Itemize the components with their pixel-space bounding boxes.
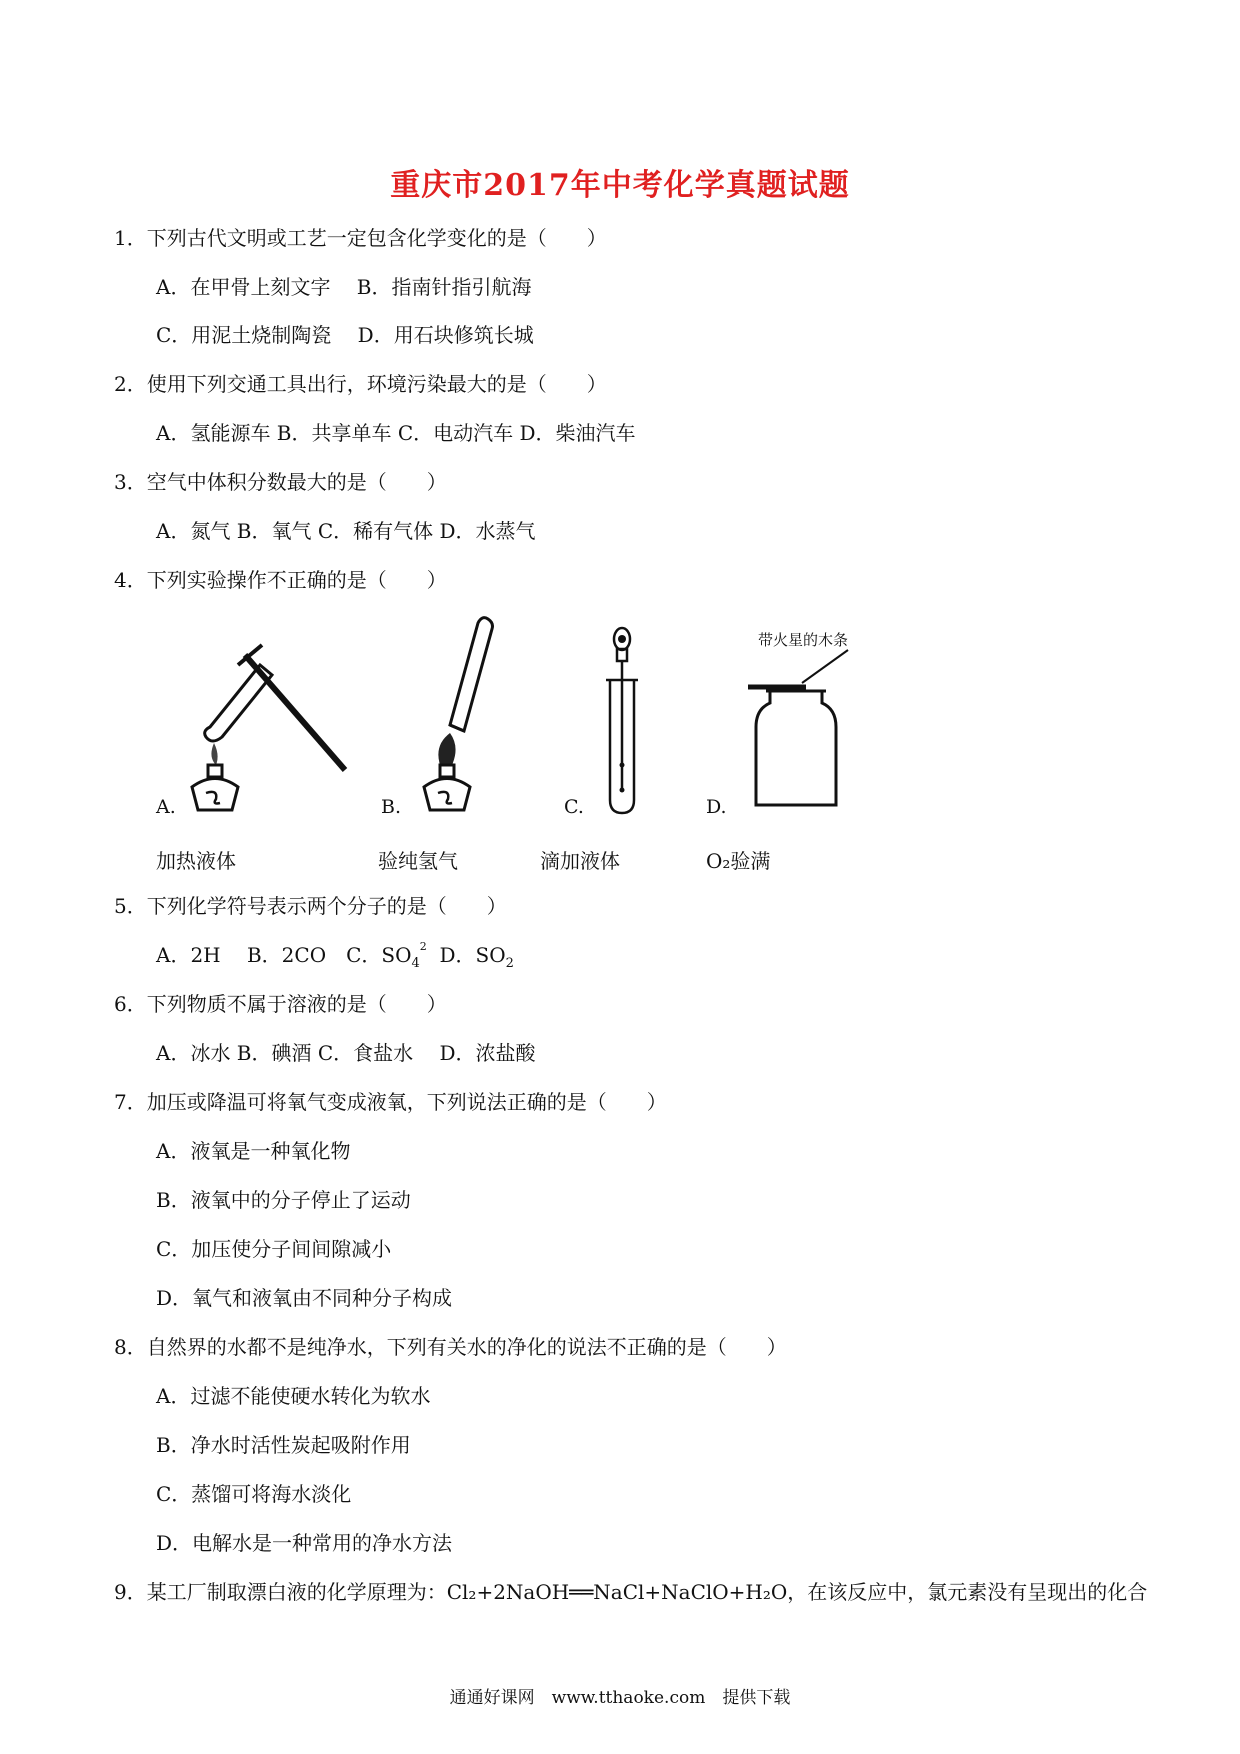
q5-part-a: A．2H B．2CO C．SO [156, 943, 412, 967]
question-6-options: A．冰水 B．碘酒 C．食盐水 D．浓盐酸 [156, 1041, 536, 1065]
figure-d-letter: D. [706, 796, 727, 818]
q5-part-d: D．SO [426, 943, 506, 967]
question-1: 1．下列古代文明或工艺一定包含化学变化的是（ ） [114, 226, 607, 250]
question-5: 5．下列化学符号表示两个分子的是（ ） [114, 894, 507, 918]
figure-c-letter: C. [564, 796, 584, 818]
question-8-option-c: C．蒸馏可将海水淡化 [156, 1482, 352, 1506]
question-3-options: A．氮气 B．氧气 C．稀有气体 D．水蒸气 [156, 519, 536, 543]
figure-c-dropper [600, 625, 650, 815]
page-footer: 通通好课网 www.tthaoke.com 提供下载 [449, 1688, 791, 1708]
question-7-option-d: D．氧气和液氧由不同种分子构成 [156, 1286, 453, 1310]
question-1-options-1: A．在甲骨上刻文字 B．指南针指引航海 [156, 275, 532, 299]
figure-b-caption-text: 验纯氢气 [378, 849, 458, 873]
q5-sup-2: 2 [419, 940, 427, 953]
question-5-options [156, 940, 514, 972]
figure-a-letter: A. [156, 796, 176, 818]
figure-a-heating-liquid [190, 615, 365, 820]
q5-sub-4: 4 [411, 956, 420, 971]
question-1-options-2: C．用泥土烧制陶瓷 D．用石块修筑长城 [156, 323, 534, 347]
question-4: 4．下列实验操作不正确的是（ ） [114, 568, 447, 592]
question-2: 2．使用下列交通工具出行，环境污染最大的是（ ） [114, 372, 607, 396]
question-8-option-b: B．净水时活性炭起吸附作用 [156, 1433, 411, 1457]
question-9: 9．某工厂制取漂白液的化学原理为：Cl₂+2NaOH══NaCl+NaClO+H₂O，在该反应中，氯元素没有呈现出的化合 [114, 1580, 1148, 1604]
question-7: 7．加压或降温可将氧气变成液氧，下列说法正确的是（ ） [114, 1090, 667, 1114]
figure-d-label: 带火星的木条 [758, 631, 849, 649]
figure-d-gas-bottle [740, 625, 900, 810]
figure-c-caption: 滴加液体 [540, 849, 620, 873]
question-2-options: A．氢能源车 B．共享单车 C．电动汽车 D．柴油汽车 [156, 421, 636, 445]
figure-b-hydrogen-test [420, 615, 500, 820]
figure-d-caption: O₂验满 [706, 849, 771, 873]
figure-a-caption: 加热液体 [156, 849, 236, 873]
page-title: 重庆市2017年中考化学真题试题 [390, 168, 850, 203]
question-6: 6．下列物质不属于溶液的是（ ） [114, 992, 447, 1016]
question-7-option-b: B．液氧中的分子停止了运动 [156, 1188, 411, 1212]
question-8: 8．自然界的水都不是纯净水，下列有关水的净化的说法不正确的是（ ） [114, 1335, 787, 1359]
figure-b-letter: B. [381, 796, 402, 818]
question-8-option-d: D．电解水是一种常用的净水方法 [156, 1531, 453, 1555]
q5-sub-2: 2 [505, 956, 514, 971]
question-3: 3．空气中体积分数最大的是（ ） [114, 470, 447, 494]
question-8-option-a: A．过滤不能使硬水转化为软水 [156, 1384, 431, 1408]
question-7-option-a: A．液氧是一种氧化物 [156, 1139, 351, 1163]
question-7-option-c: C．加压使分子间间隙减小 [156, 1237, 392, 1261]
